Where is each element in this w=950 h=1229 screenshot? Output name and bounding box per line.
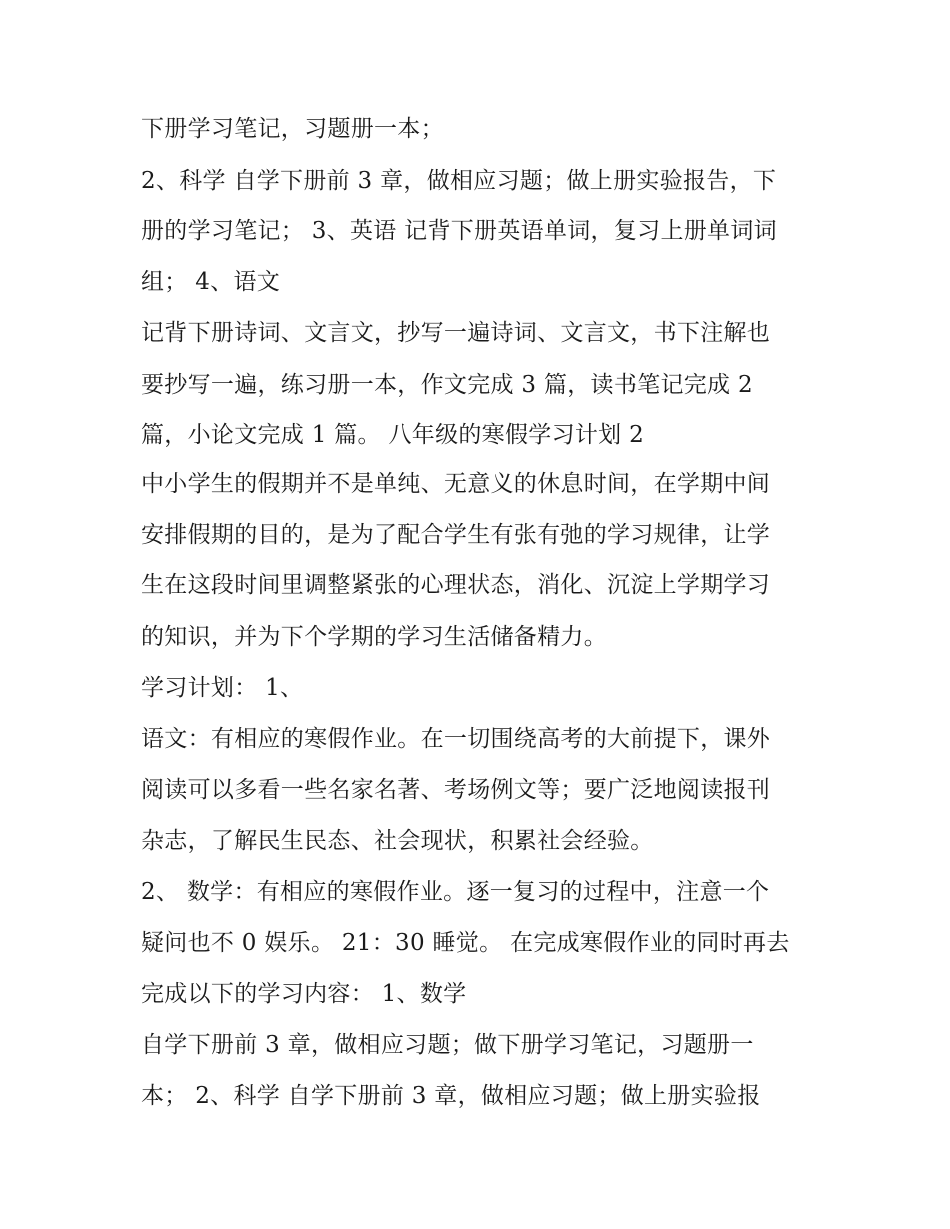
text-line: 篇，小论文完成 1 篇。 八年级的寒假学习计划 2 [141,422,645,448]
text-line: 完成以下的学习内容： 1、数学 [141,981,467,1007]
text-line: 本； 2、科学 自学下册前 3 章，做相应习题；做上册实验报 [141,1083,761,1109]
text-line: 生在这段时间里调整紧张的心理状态，消化、沉淀上学期学习 [141,572,771,598]
text-line: 要抄写一遍，练习册一本，作文完成 3 篇，读书笔记完成 2 [141,372,753,398]
text-line: 下册学习笔记，习题册一本； [141,116,444,142]
text-line: 记背下册诗词、文言文，抄写一遍诗词、文言文，书下注解也 [141,320,771,346]
text-line: 安排假期的目的，是为了配合学生有张有弛的学习规律，让学 [141,522,771,548]
text-line: 2、科学 自学下册前 3 章，做相应习题；做上册实验报告，下 [141,168,777,194]
text-line: 册的学习笔记； 3、英语 记背下册英语单词，复习上册单词词 [141,218,777,244]
text-line: 疑问也不 0 娱乐。 21：30 睡觉。 在完成寒假作业的同时再去 [141,930,790,956]
text-line: 自学下册前 3 章，做相应习题；做下册学习笔记，习题册一 [141,1032,754,1058]
text-line: 的知识，并为下个学期的学习生活储备精力。 [141,624,607,650]
text-line: 阅读可以多看一些名家名著、考场例文等；要广泛地阅读报刊 [141,777,771,803]
text-line: 杂志，了解民生民态、社会现状，积累社会经验。 [141,828,654,854]
text-line: 学习计划： 1、 [141,675,304,701]
text-line: 组； 4、语文 [141,269,281,295]
text-line: 中小学生的假期并不是单纯、无意义的休息时间，在学期中间 [141,471,771,497]
text-line: 语文：有相应的寒假作业。在一切围绕高考的大前提下，课外 [141,726,771,752]
text-line: 2、 数学：有相应的寒假作业。逐一复习的过程中，注意一个 [141,879,770,905]
